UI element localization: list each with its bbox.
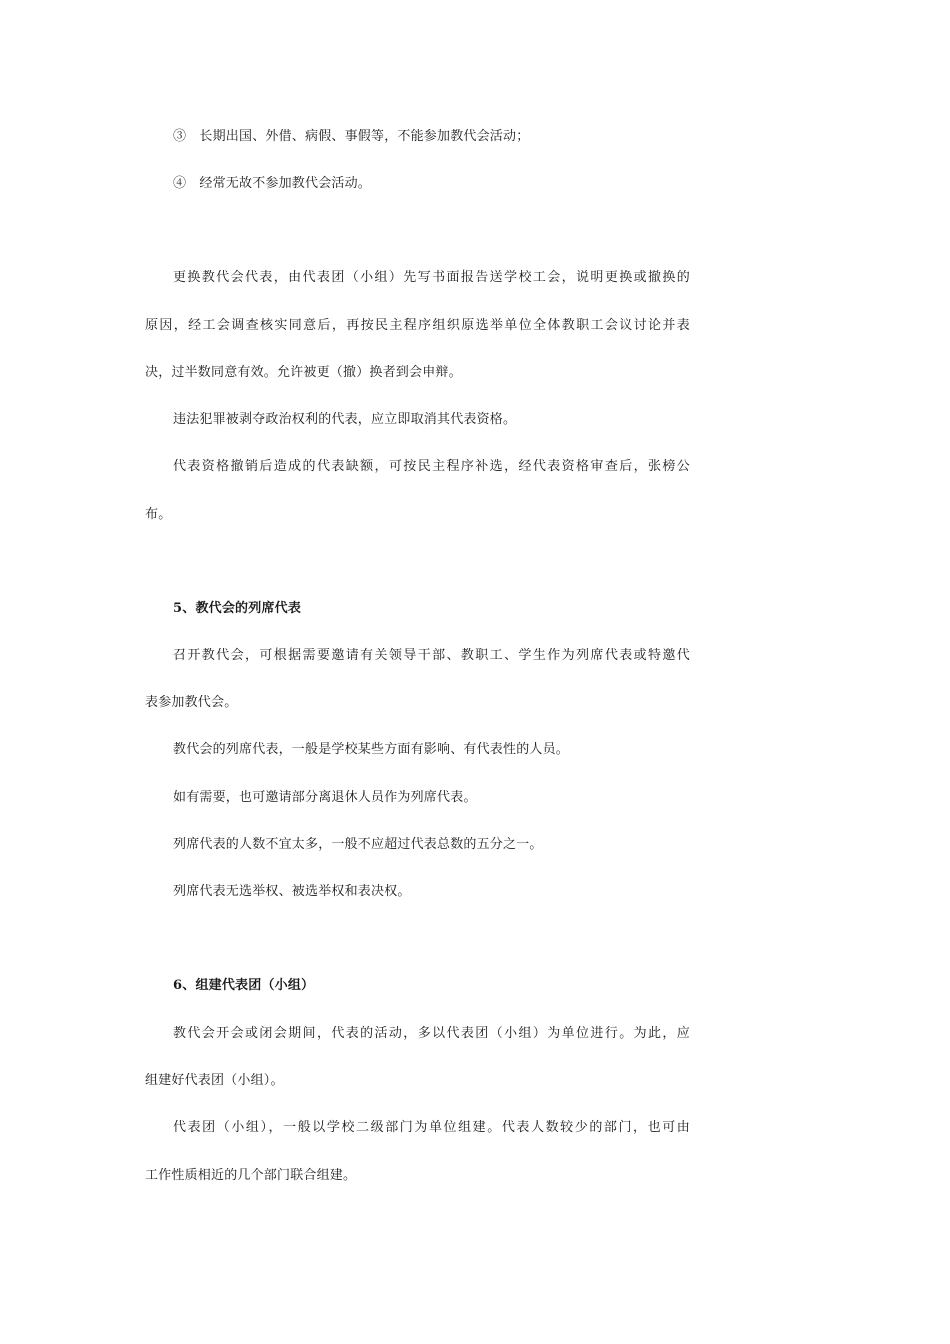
- paragraph-line: 代表团（小组），一般以学校二级部门为单位组建。代表人数较少的部门，也可由: [173, 1120, 690, 1135]
- paragraph-line: 召开教代会，可根据需要邀请有关领导干部、教职工、学生作为列席代表或特邀代: [173, 648, 690, 663]
- section-heading-5: 5、教代会的列席代表: [173, 601, 302, 616]
- paragraph-line: 表参加教代会。: [145, 695, 238, 710]
- paragraph-line: 更换教代会代表，由代表团（小组）先写书面报告送学校工会，说明更换或撤换的: [173, 270, 690, 285]
- paragraph-line: 列席代表无选举权、被选举权和表决权。: [173, 884, 411, 899]
- paragraph-line: 如有需要，也可邀请部分离退休人员作为列席代表。: [173, 790, 477, 805]
- paragraph-line: 代表资格撤销后造成的代表缺额，可按民主程序补选，经代表资格审查后，张榜公: [173, 459, 690, 474]
- paragraph-line: 原因，经工会调查核实同意后，再按民主程序组织原选举单位全体教职工会议讨论并表: [145, 318, 690, 333]
- paragraph-line: 组建好代表团（小组）。: [145, 1073, 284, 1088]
- section-heading-6: 6、组建代表团（小组）: [173, 978, 315, 993]
- paragraph-line: 违法犯罪被剥夺政治权利的代表，应立即取消其代表资格。: [173, 412, 517, 427]
- list-item-4: ④ 经常无故不参加教代会活动。: [173, 176, 372, 191]
- list-item-3: ③ 长期出国、外借、病假、事假等，不能参加教代会活动；: [173, 129, 530, 144]
- paragraph-line: 教代会开会或闭会期间，代表的活动，多以代表团（小组）为单位进行。为此，应: [173, 1026, 690, 1041]
- paragraph-line: 工作性质相近的几个部门联合组建。: [145, 1168, 357, 1183]
- paragraph-line: 布。: [145, 507, 172, 522]
- paragraph-line: 决，过半数同意有效。允许被更（撤）换者到会申辩。: [145, 365, 462, 380]
- paragraph-line: 列席代表的人数不宜太多，一般不应超过代表总数的五分之一。: [173, 837, 543, 852]
- paragraph-line: 教代会的列席代表，一般是学校某些方面有影响、有代表性的人员。: [173, 742, 570, 757]
